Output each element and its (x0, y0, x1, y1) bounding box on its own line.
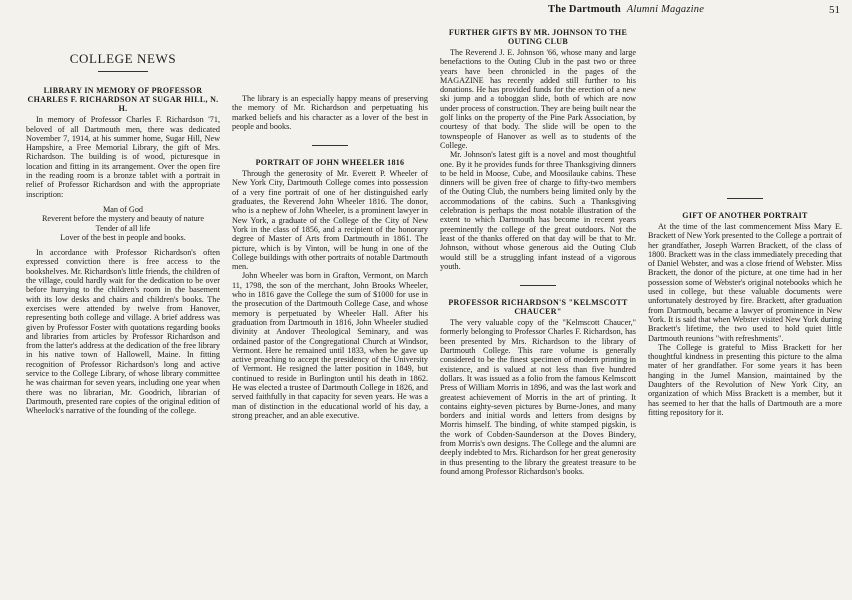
portrait-paragraph-2: The College is grateful to Miss Brackett for her thoughtful kindness in presenting this picture to the alma mater of her grandfather. For some years it has been hanging in the Jumel Mansion, maintained by the Daughters of the Revolution of New York City, an organization of which Miss Brackett is a member, but it has seemed to her that the halls of Dartmouth are a more fitting repository for it. (648, 342, 842, 417)
section-title: COLLEGE NEWS (69, 51, 177, 66)
title-rule (98, 71, 148, 72)
running-head-title: The Dartmouth (548, 4, 621, 15)
inscription-line: Tender of all life (95, 223, 151, 233)
library-paragraph-1: In memory of Professor Charles F. Richardson '71, beloved of all Dartmouth men, there was dedicated November 7, 1914, at his summer home, Sugar Hill, New Hampshire, a Free Memorial Library, the gift of Mrs. Richardson. The building is of wood, picturesque in location and fitting in its arrangement. Over the open fire in the reading room is a bronze tablet with a portrait in relief of Professor Richardson and with the appropriate inscription: (26, 115, 220, 199)
running-head-magazine: Alumni Magazine (626, 4, 705, 15)
inscription-line: Reverent before the mystery and beauty of nature (41, 214, 205, 224)
kelmscott-article-title: PROFESSOR RICHARDSON'S "KELMSCOTT CHAUCER" (448, 298, 628, 317)
column-4 (648, 28, 842, 417)
page-number: 51 (829, 4, 840, 16)
separator (312, 145, 348, 146)
portrait-paragraph-1: At the time of the last commencement Miss Mary E. Brackett of New York presented to the College a portrait of her grandfather, Joseph Warren Brackett, of the class of 1800. Brackett was in the class immediately preceding that of Daniel Webster, and was a close friend of Webster. Miss Brackett, the donor of the picture, at one time had in her possession some of Webster's original notebooks which he used in college, but these valuable documents were unfortunately destroyed by fire. Brackett, after graduation from Dartmouth, became a lawyer of prominence in New York. It is said that when Webster visited New York during Brackett's lifetime, the two used to hold quiet little Dartmouth reunions "with refreshments". (648, 222, 842, 343)
column-2 (232, 94, 428, 420)
wheeler-paragraph-1: Through the generosity of Mr. Everett P. Wheeler of New York City, Dartmouth College comes into possession of a very fine portrait of one of her distinguished early graduates, the Reverend John Wheeler 1816. The donor, who is a nephew of John Wheeler, is a prominent lawyer in New York, a graduate of the College of the City of New York in the class of 1856, and a recipient of the honorary degree of Master of Arts from Dartmouth in 1861. The picture, which is by Vinton, will be hung in one of the College buildings with other portraits of notable Dartmouth men. (232, 169, 428, 272)
column-1 (26, 30, 220, 416)
wheeler-article-title: PORTRAIT OF JOHN WHEELER 1816 (255, 158, 405, 168)
inscription (26, 205, 220, 242)
library-article-title: LIBRARY IN MEMORY OF PROFESSOR CHARLES F. RICHARDSON AT SUGAR HILL, N. H. (27, 86, 219, 114)
running-head (548, 4, 704, 15)
johnson-article-title: FURTHER GIFTS BY MR. JOHNSON TO THE OUTING CLUB (448, 28, 628, 46)
portrait-article-title: GIFT OF ANOTHER PORTRAIT (682, 211, 808, 220)
library-paragraph-3: The library is an especially happy means of preserving the memory of Mr. Richardson and perpetuating his marked beliefs and his character as a lover of the best in people and books. (232, 94, 428, 131)
inscription-line: Man of God (102, 204, 144, 214)
wheeler-paragraph-2: John Wheeler was born in Grafton, Vermont, on March 11, 1798, the son of the merchant, John Brooks Wheeler, who in 1816 gave the College the sum of $1000 for use in the prosecution of the Dartmouth College Case, and whose memory is perpetuated by Wheeler Hall. After his graduation from Dartmouth in 1816, John Wheeler studied divinity at Andover Theological Seminary, and was ordained pastor of the Congregational Church at Windsor, Vermont. Here he remained until 1833, when he gave up active preaching to accept the presidency of the University of Vermont. He resigned the latter position in 1849, but continued to reside in Burlington until his death in 1862. He was elected a trustee of Dartmouth College in 1826, and served faithfully in that capacity for seven years. He was a man of distinction in the educational world of his day, a strong preacher, and an able executive. (232, 271, 428, 420)
separator (520, 285, 556, 286)
library-paragraph-2: In accordance with Professor Richardson's often expressed conviction there is free access to the bookshelves. Mr. Richardson's little friends, the children of the village, could hardly wait for the dedication to be over before hurrying to the children's room in the basement with its low desks and chairs and children's books. The exercises were attended by twelve from Hanover, representing both college and village. A brief address was given by Professor Foster with quotations regarding books and libraries from articles by Professor Richardson and from the latter's address at the dedication of the free library in his native town of Hallowell, Maine. In fitting recognition of Professor Richardson's long and active service to the College Library, of whose library committee he was chairman for seven years, including one year when there was no librarian, Mr. Goodrich, librarian of Dartmouth, presented rare copies of the original edition of Wheelock's narrative of the founding of the college. (26, 248, 220, 416)
kelmscott-paragraph-1: The very valuable copy of the "Kelmscott Chaucer," formerly belonging to Professor Charles F. Richardson, has been presented by Mrs. Richardson to the library of Dartmouth College. This rare volume is generally considered to be the finest specimen of modern printing in existence, and is valued at not less than five hundred dollars. It was issued as a folio from the famous Kelmscott Press of William Morris in 1896, and was the last work and greatest achievement of Morris in the art of printing. It contains eighty-seven pictures by Burne-Jones, and many borders and initial words and letters from designs by Morris himself. The binding, of white stamped pigskin, is the work of Cobden-Saunderson at the Doves Bindery, from Morris's own designs. The College and the alumni are deeply indebted to Mrs. Richardson for her great generosity in thus presenting to the library the greatest treasure to be found among Professor Richardson's books. (440, 318, 636, 476)
separator (727, 198, 763, 199)
column-3 (440, 28, 636, 476)
johnson-paragraph-1: The Reverend J. E. Johnson '66, whose many and large benefactions to the Outing Club in the past two or three years have been chronicled in the pages of the MAGAZINE has recently added still further to his donations. He has provided funds for the erection of a new ski jump and a toboggan slide, both of which are now under process of construction. They are being built near the golf links on the property of the Pine Park Association, by courtesy of that body. The slide will be open to the townspeople of Hanover as well as to students of the College. (440, 48, 636, 150)
inscription-line: Lover of the best in people and books. (60, 232, 186, 242)
johnson-paragraph-2: Mr. Johnson's latest gift is a novel and most thoughtful one. By it he provides funds for three Thanksgiving dinners to be held in Moose, Cube, and Moosilauke cabins. These dinners will be given free of charge to fifty-two members of the Outing Club, the numbers being limited only by the accommodations of the cabins. Such a Thanksgiving celebration is perhaps the most notable illustration of the extent to which Dartmouth has become in recent years preeminently the college of the great outdoors. Not the least of the thanks offered on that day will be that to Mr. Johnson, without whose generous aid the Outing Club would still be a struggling infant instead of a vigorous youth. (440, 150, 636, 271)
